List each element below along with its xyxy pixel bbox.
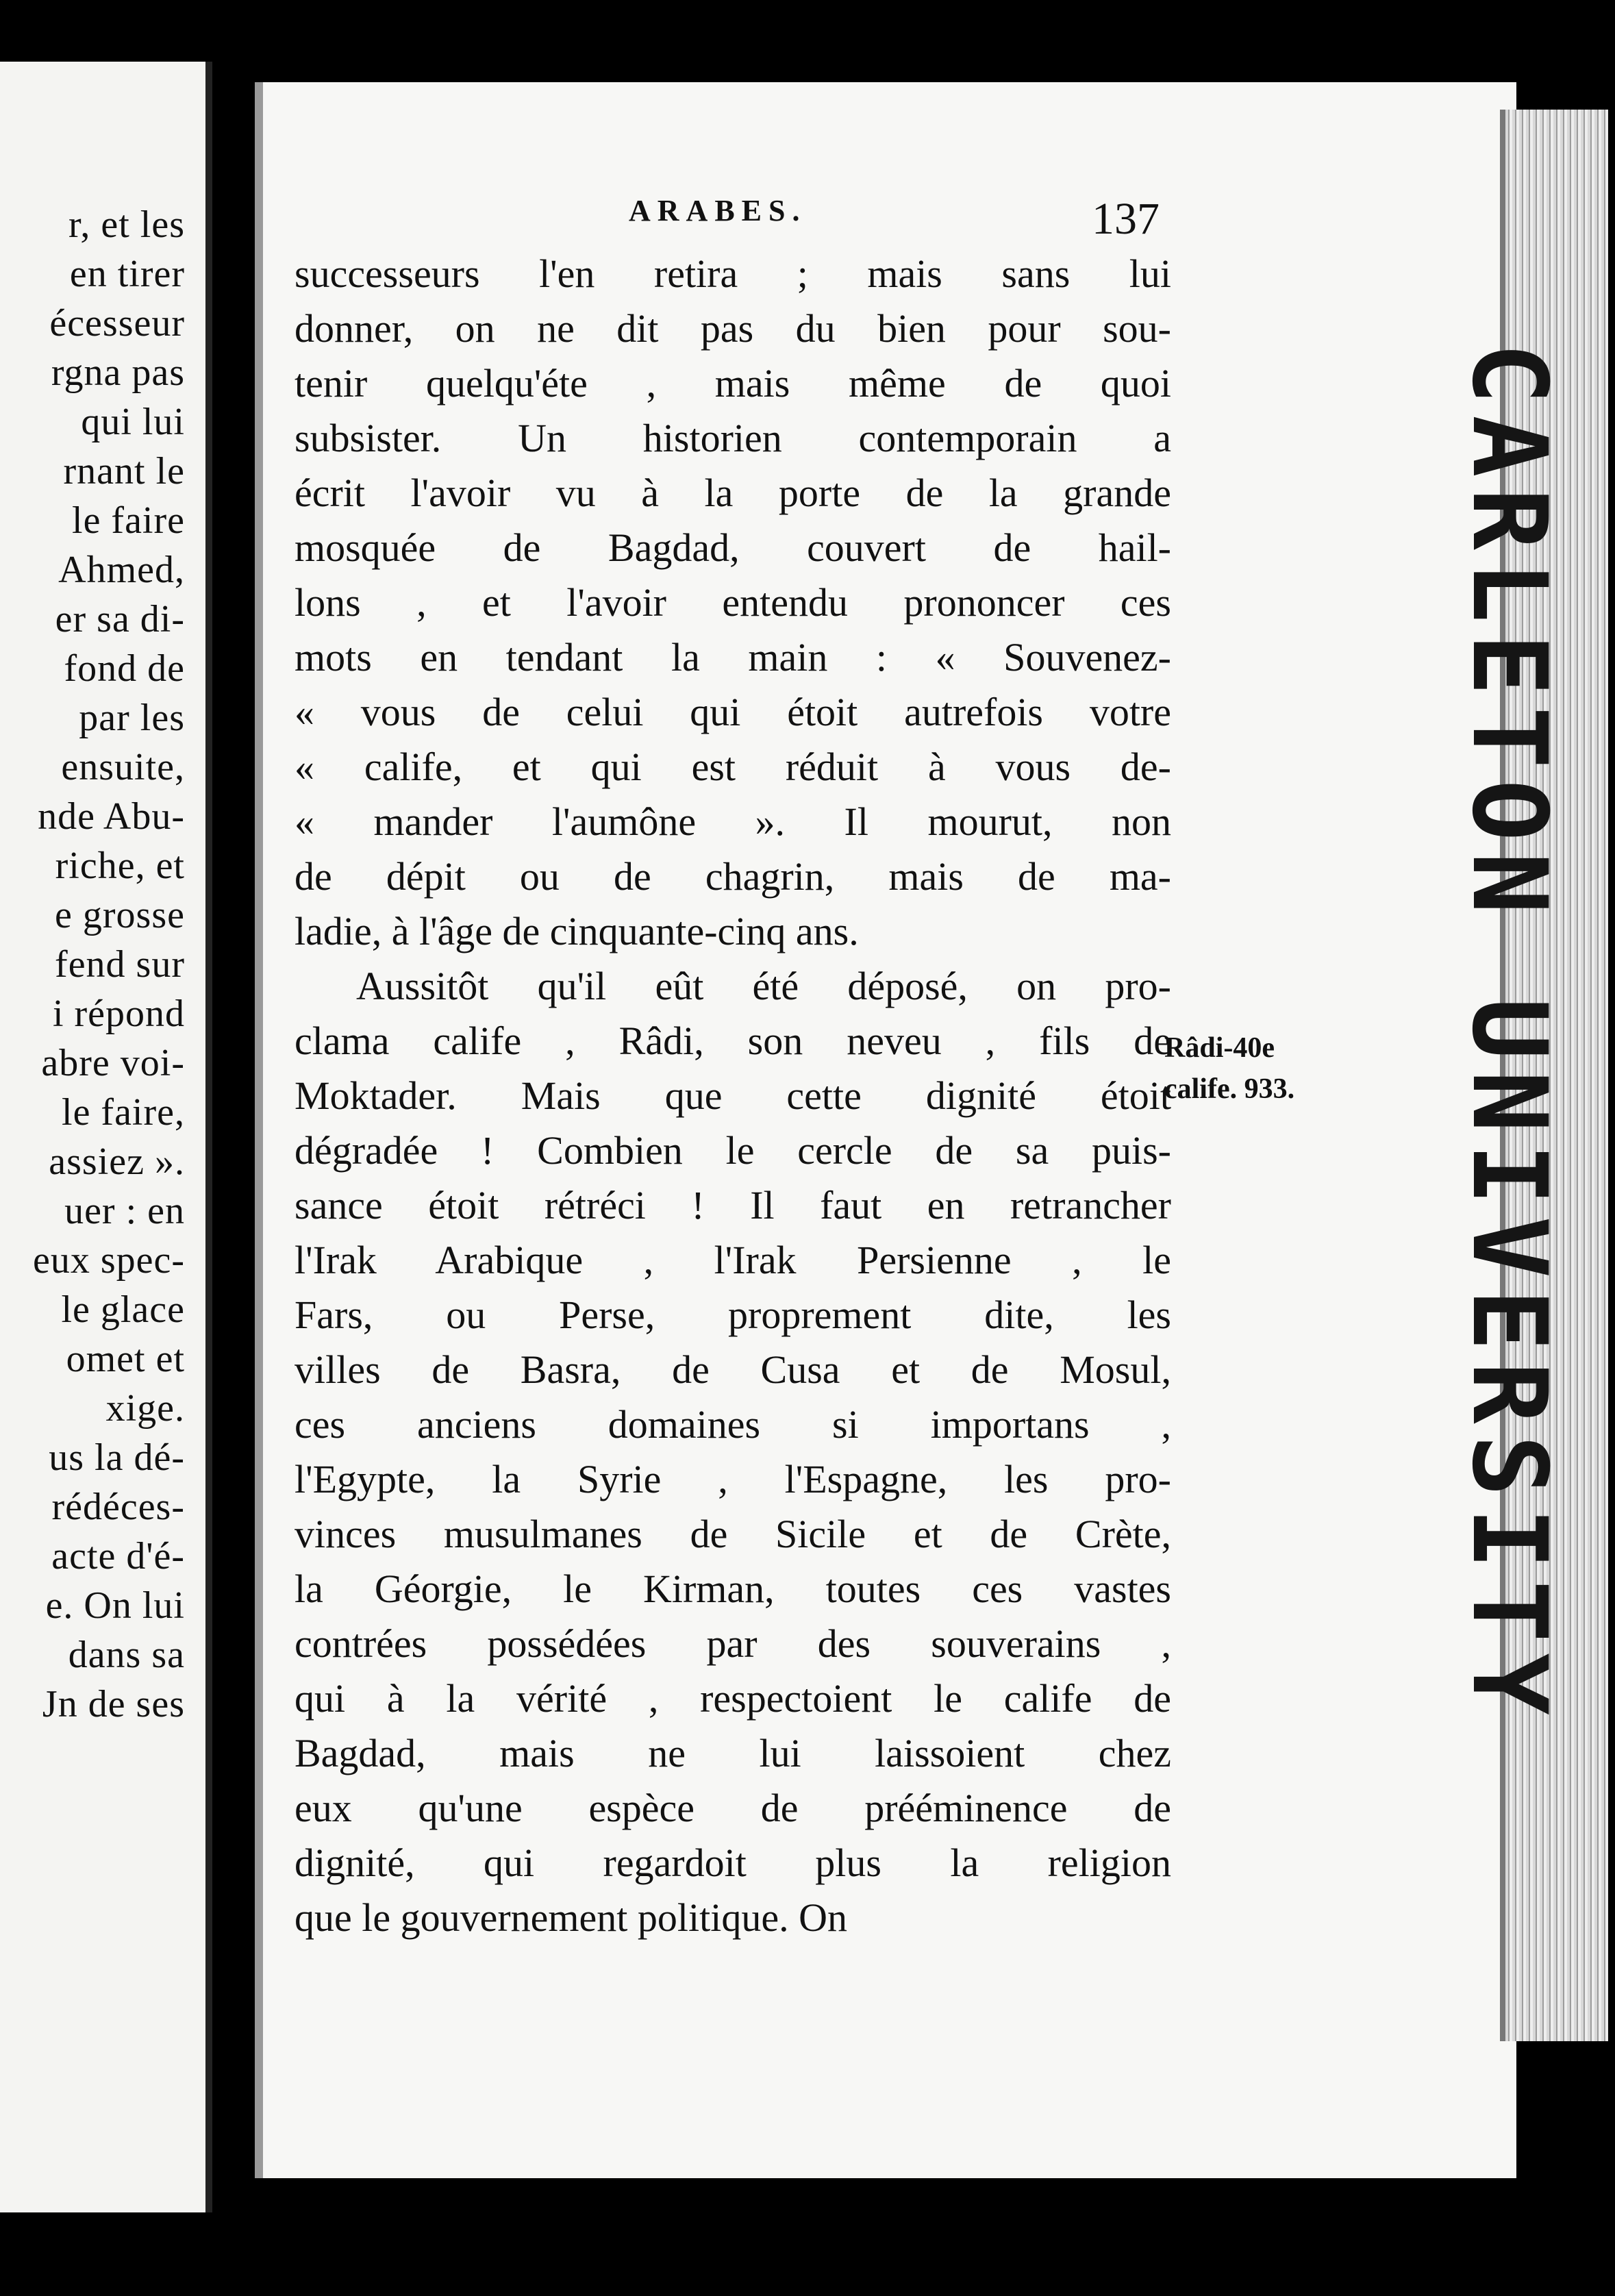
left-page-line: er sa di- [55,598,185,640]
left-page-line: e grosse [55,894,185,936]
body-line: sance étoit rétréci ! Il faut en retrancher [295,1183,1171,1227]
body-line: Aussitôt qu'il eût été déposé, on pro- [356,964,1171,1008]
body-line: eux qu'une espèce de prééminence de [295,1786,1171,1830]
page-number: 137 [1092,194,1160,244]
left-facing-page [0,62,212,2212]
body-line: villes de Basra, de Cusa et de Mosul, [295,1347,1171,1392]
body-line: contrées possédées par des souverains , [295,1621,1171,1666]
body-line: « mander l'aumône ». Il mourut, non [295,799,1171,844]
library-stamp [1449,342,1568,1726]
left-page-line: fond de [64,647,185,690]
left-page-line: rgna pas [51,351,185,394]
left-page-line: nde Abu- [38,795,185,838]
body-line: subsister. Un historien contemporain a [295,416,1171,460]
left-page-line: en tirer [69,253,185,295]
left-page-line: us la dé- [49,1436,185,1479]
left-page-line: fend sur [55,943,185,986]
body-line: ces anciens domaines si importans , [295,1402,1171,1447]
left-page-line: omet et [66,1338,185,1380]
margin-note-line: Râdi-40e [1164,1032,1275,1064]
body-line: l'Irak Arabique , l'Irak Persienne , le [295,1238,1171,1282]
body-line: que le gouvernement politique. On [295,1895,847,1940]
body-line: successeurs l'en retira ; mais sans lui [295,251,1171,296]
body-line: mosquée de Bagdad, couvert de hail- [295,525,1171,570]
left-page-line: le faire, [62,1091,185,1134]
left-page-line: acte d'é- [51,1535,185,1577]
left-page-line: Ahmed, [58,549,185,591]
left-page-line: e. On lui [45,1584,185,1627]
margin-note-line: calife. 933. [1164,1073,1295,1105]
left-page-line: qui lui [81,401,185,443]
body-line: dégradée ! Combien le cercle de sa puis- [295,1128,1171,1173]
library-stamp-text: CARLETON UNIVERSITY [1449,342,1568,1726]
body-line: mots en tendant la main : « Souvenez- [295,635,1171,679]
left-page-line: Jn de ses [42,1683,185,1725]
body-line: l'Egypte, la Syrie , l'Espagne, les pro- [295,1457,1171,1501]
margin-note [1164,1027,1294,1110]
left-page-line: par les [79,697,185,739]
left-page-line: abre voi- [41,1042,185,1084]
left-page-line: r, et les [68,203,185,246]
body-line: Bagdad, mais ne lui laissoient chez [295,1731,1171,1775]
body-line: clama calife , Râdi, son neveu , fils de [295,1019,1171,1063]
running-head: ARABES. [629,194,807,227]
body-line: vinces musulmanes de Sicile et de Crète, [295,1512,1171,1556]
body-line: Fars, ou Perse, proprement dite, les [295,1293,1171,1337]
body-line: la Géorgie, le Kirman, toutes ces vastes [295,1567,1171,1611]
left-page-line: ensuite, [61,746,185,788]
body-line: de dépit ou de chagrin, mais de ma- [295,854,1171,899]
left-page-line: uer : en [64,1190,185,1232]
left-page-line: écesseur [49,302,185,345]
body-line: écrit l'avoir vu à la porte de la grande [295,471,1171,515]
left-page-line: assiez ». [49,1140,185,1183]
left-page-line: eux spec- [32,1239,185,1282]
body-line: « vous de celui qui étoit autrefois votre [295,690,1171,734]
body-line: qui à la vérité , respectoient le calife de [295,1676,1171,1721]
left-page-line: dans sa [68,1634,185,1676]
left-page-line: rnant le [63,450,185,492]
left-page-line: riche, et [55,845,185,887]
body-line: dignité, qui regardoit plus la religion [295,1840,1171,1885]
body-line: donner, on ne dit pas du bien pour sou- [295,306,1171,351]
left-page-line: rédéces- [51,1486,185,1528]
body-line: lons , et l'avoir entendu prononcer ces [295,580,1171,625]
body-line: tenir quelqu'éte , mais même de quoi [295,361,1171,405]
left-page-line: le glace [61,1288,185,1331]
body-line: « calife, et qui est réduit à vous de- [295,745,1171,789]
body-line: Moktader. Mais que cette dignité étoit [295,1073,1171,1118]
left-page-line: i répond [52,993,185,1035]
left-page-line: le faire [72,499,185,542]
left-page-line: xige. [105,1387,185,1430]
body-line: ladie, à l'âge de cinquante-cinq ans. [295,909,859,953]
